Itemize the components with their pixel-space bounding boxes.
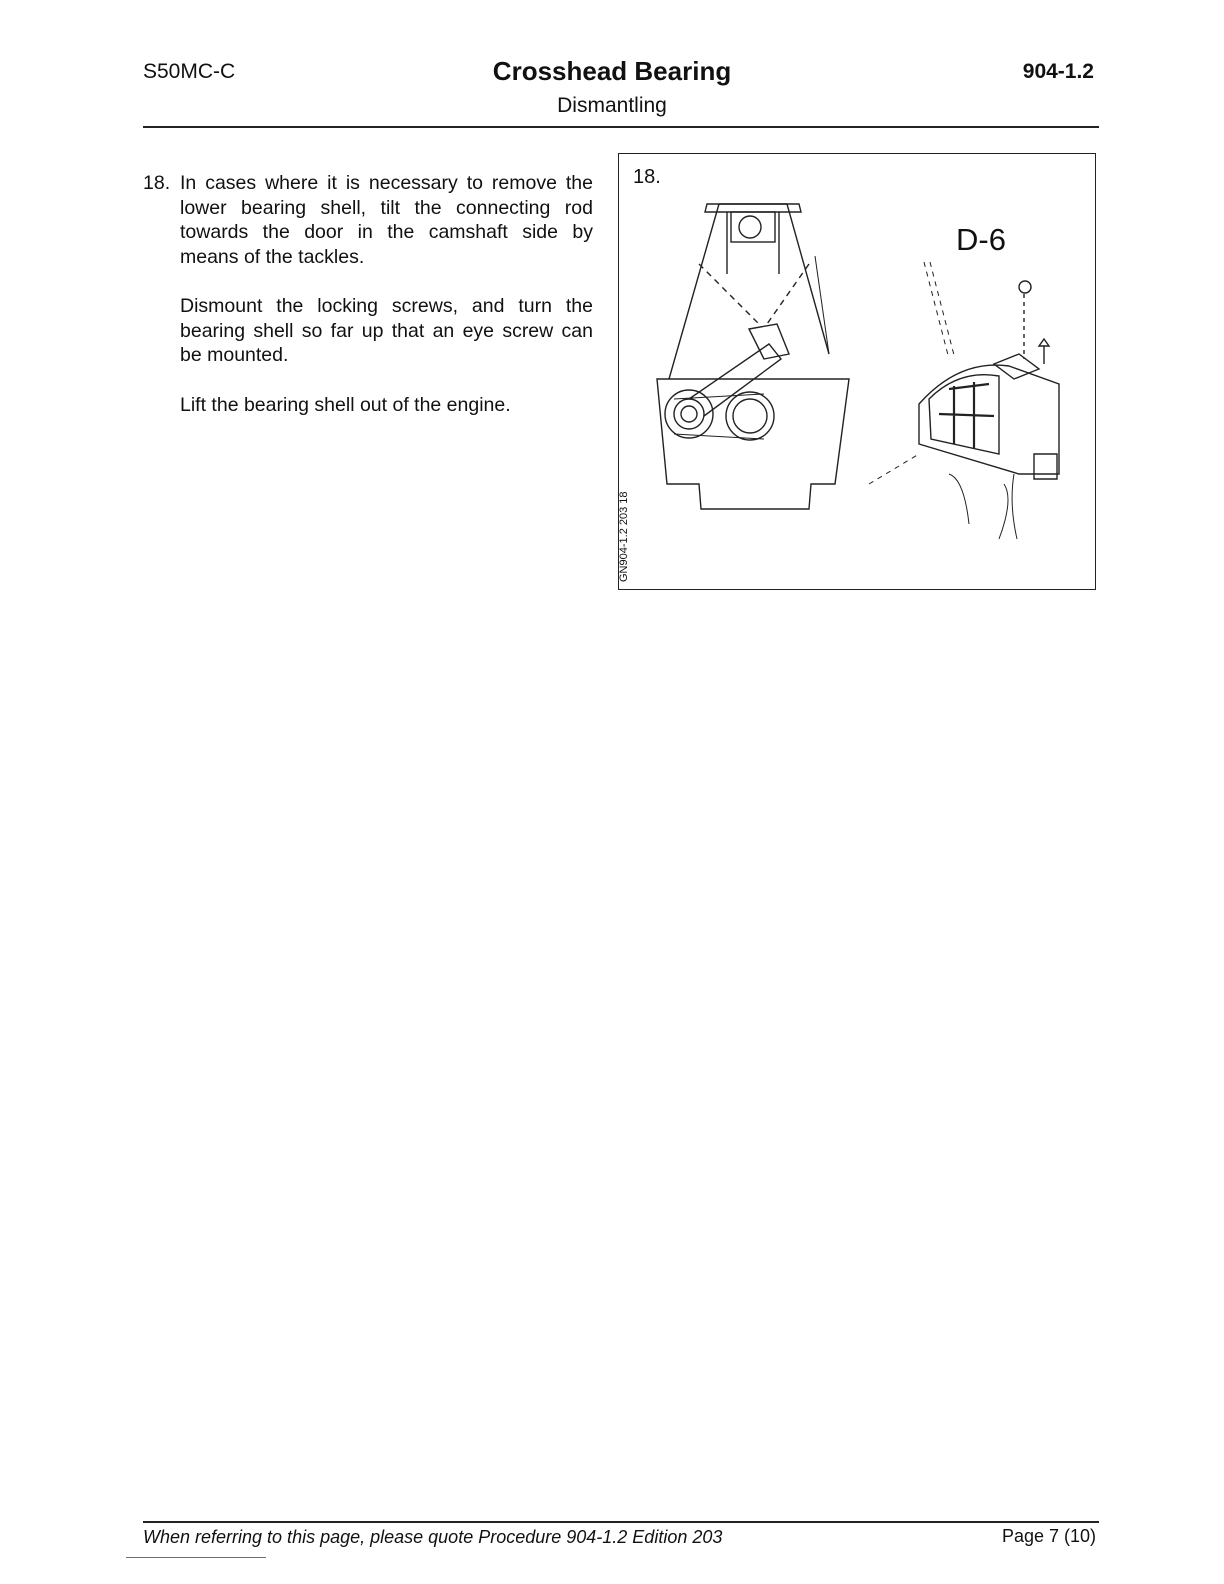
- bearing-shell-drawing: [869, 262, 1059, 539]
- step-section: [143, 171, 593, 442]
- step-paragraph: Dismount the locking screws, and turn the bearing shell so far up that an eye screw can be mounted.: [180, 295, 593, 366]
- footer-divider: [143, 1521, 1099, 1523]
- step-number: 18.: [143, 172, 171, 194]
- procedure-number: 904-1.2: [1022, 60, 1094, 83]
- step-paragraph: Lift the bearing shell out of the engine.: [180, 393, 511, 416]
- footer-mark: [126, 1557, 266, 1558]
- engine-frame-drawing: [657, 204, 849, 509]
- footer-note: When referring to this page, please quote Procedure 904-1.2 Edition 203: [143, 1527, 723, 1547]
- figure-label: 18.: [633, 166, 661, 188]
- header-engine-model: S50MC-C: [143, 60, 236, 83]
- header-divider: [143, 126, 1099, 128]
- figure-tag: D-6: [956, 222, 1006, 257]
- page-number: Page 7 (10): [1001, 1526, 1096, 1546]
- page-subtitle: Dismantling: [557, 94, 667, 117]
- step-body: [180, 171, 593, 417]
- figure-frame: [618, 153, 1096, 590]
- figure-code: GN904-1.2 203 18: [618, 491, 630, 582]
- page-title: Crosshead Bearing: [492, 56, 732, 86]
- step-paragraph: In cases where it is necessary to remove the lower bearing shell, tilt the connecting rod towards the door in the camshaft side by means of the tackles.: [180, 172, 593, 268]
- crosshead-illustration: [619, 154, 1095, 589]
